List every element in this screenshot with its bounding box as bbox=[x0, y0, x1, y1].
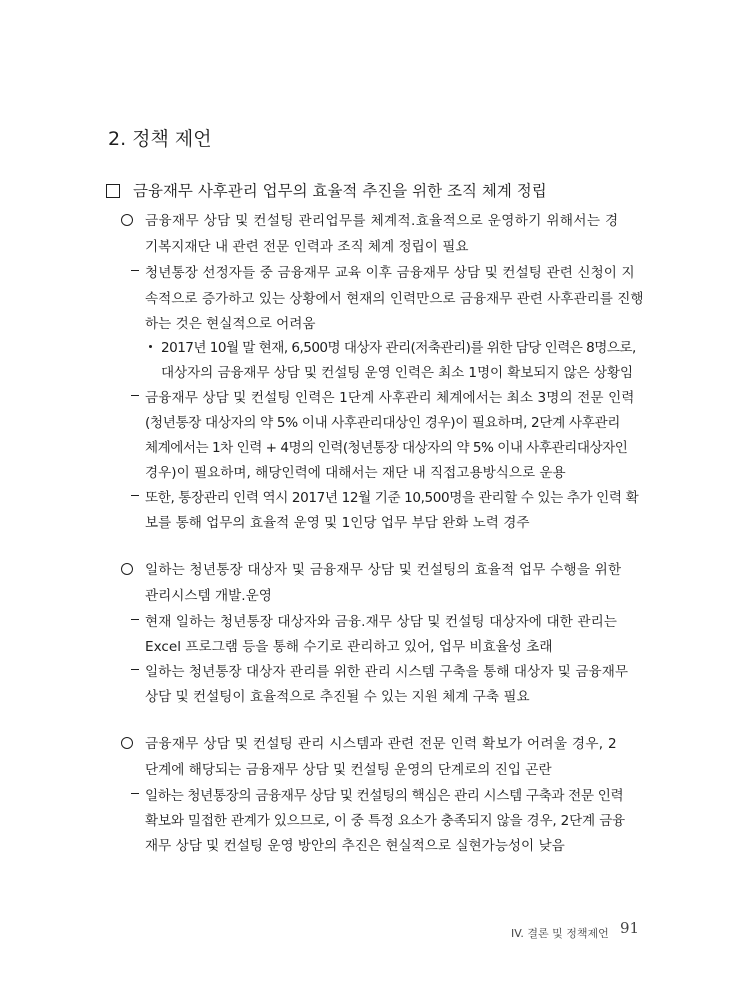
paragraph-line: 일하는 청년통장 대상자 및 금융재무 상담 및 컨설팅의 효율적 업무 수행을 위한 bbox=[145, 562, 622, 578]
dash-bullet-icon bbox=[131, 270, 139, 271]
paragraph-line: 현재 일하는 청년통장 대상자와 금융.재무 상담 및 컨설팅 대상자에 대한 관리는 bbox=[145, 614, 618, 630]
paragraph-line: (청년통장 대상자의 약 5% 이내 사후관리대상인 경우)이 필요하며, 2단계 사후관리 bbox=[145, 415, 621, 431]
circle-bullet-icon bbox=[121, 563, 133, 575]
circle-bullet-icon bbox=[121, 737, 133, 749]
paragraph-line: 대상자의 금융재무 상담 및 컨설팅 운영 인력은 최소 1명이 확보되지 않은 상황임 bbox=[161, 365, 633, 381]
paragraph-line: 경우)이 필요하며, 해당인력에 대해서는 재단 내 직접고용방식으로 운용 bbox=[145, 465, 566, 481]
paragraph-line: 확보와 밀접한 관계가 있으므로, 이 중 특정 요소가 충족되지 않을 경우, 2단계 금융 bbox=[145, 813, 625, 829]
paragraph-line: 2017년 10월 말 현재, 6,500명 대상자 관리(저축관리)를 위한 담당 인력은 8명으로, bbox=[161, 340, 636, 356]
dash-bullet-icon bbox=[131, 669, 139, 670]
section-heading: 2. 정책 제언 bbox=[108, 128, 212, 150]
dash-bullet-icon bbox=[131, 619, 139, 620]
dot-bullet-icon bbox=[149, 345, 152, 348]
paragraph-line: 재무 상담 및 컨설팅 운영 방안의 추진은 현실적으로 실현가능성이 낮음 bbox=[145, 838, 565, 854]
paragraph-line: 체계에서는 1차 인력 + 4명의 인력(청년통장 대상자의 약 5% 이내 사후관리대상자인 bbox=[145, 440, 628, 456]
paragraph-line: 기복지재단 내 관련 전문 인력과 조직 체계 정립이 필요 bbox=[145, 239, 469, 255]
dash-bullet-icon bbox=[131, 793, 139, 794]
paragraph-line: 일하는 청년통장 대상자 관리를 위한 관리 시스템 구축을 통해 대상자 및 금융재무 bbox=[145, 664, 629, 680]
footer-section-label: IV. 결론 및 정책제언 bbox=[511, 927, 609, 940]
paragraph-line: 청년통장 선정자들 중 금융재무 교육 이후 금융재무 상담 및 컨설팅 관련 신청이 지 bbox=[145, 265, 635, 281]
paragraph-line: 금융재무 상담 및 컨설팅 관리 시스템과 관련 전문 인력 확보가 어려울 경우, 2 bbox=[145, 736, 617, 752]
paragraph-line: 관리시스템 개발.운영 bbox=[145, 588, 272, 604]
paragraph-line: 상담 및 컨설팅이 효율적으로 추진될 수 있는 지원 체계 구축 필요 bbox=[145, 689, 530, 705]
paragraph-line: 금융재무 상담 및 컨설팅 인력은 1단계 사후관리 체계에서는 최소 3명의 전문 인력 bbox=[145, 390, 635, 406]
circle-bullet-icon bbox=[121, 214, 133, 226]
paragraph-line: Excel 프로그램 등을 통해 수기로 관리하고 있어, 업무 비효율성 초래 bbox=[145, 639, 553, 655]
paragraph-line: 하는 것은 현실적으로 어려움 bbox=[145, 316, 316, 332]
checkbox-square-icon bbox=[106, 184, 120, 198]
dash-bullet-icon bbox=[131, 395, 139, 396]
paragraph-line: 단계에 해당되는 금융재무 상담 및 컨설팅 운영의 단계로의 진입 곤란 bbox=[145, 762, 552, 778]
page-number: 91 bbox=[620, 919, 640, 937]
paragraph-line: 일하는 청년통장의 금융재무 상담 및 컨설팅의 핵심은 관리 시스템 구축과 전문 인력 bbox=[145, 788, 624, 804]
topic-title: 금융재무 사후관리 업무의 효율적 추진을 위한 조직 체계 정립 bbox=[133, 182, 547, 200]
dash-bullet-icon bbox=[131, 495, 139, 496]
paragraph-line: 보를 통해 업무의 효율적 운영 및 1인당 업무 부담 완화 노력 경주 bbox=[145, 515, 530, 531]
paragraph-line: 또한, 통장관리 인력 역시 2017년 12월 기준 10,500명을 관리할 수 있는 추가 인력 확 bbox=[145, 490, 639, 506]
paragraph-line: 금융재무 상담 및 컨설팅 관리업무를 체계적.효율적으로 운영하기 위해서는 경 bbox=[145, 213, 619, 229]
paragraph-line: 속적으로 증가하고 있는 상황에서 현재의 인력만으로 금융재무 관련 사후관리를 진행 bbox=[145, 291, 644, 307]
